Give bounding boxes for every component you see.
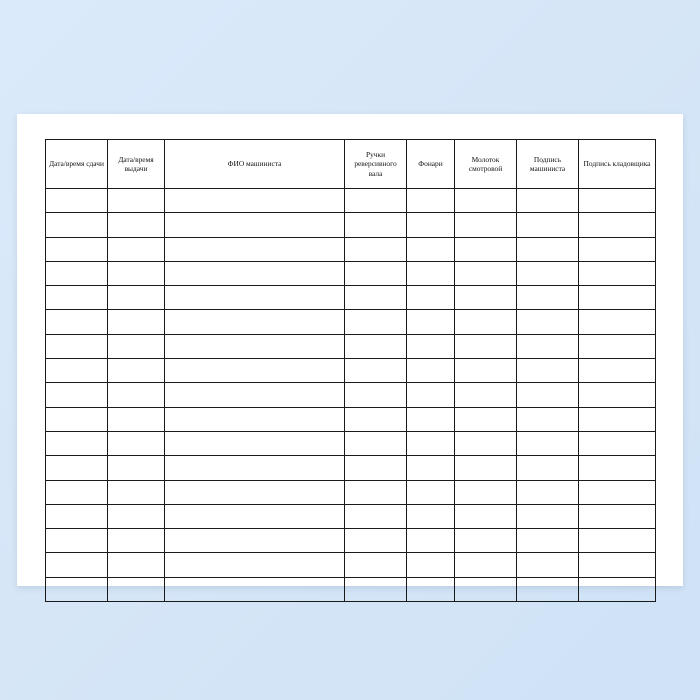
cell-storekeeper-signature[interactable] <box>579 480 656 504</box>
cell-inspection-hammer[interactable] <box>455 577 517 601</box>
column-header-date-issue: Дата/время выдачи <box>108 140 165 189</box>
cell-storekeeper-signature[interactable] <box>579 359 656 383</box>
cell-reverse-handles[interactable] <box>345 407 407 431</box>
cell-date-issue[interactable] <box>108 456 165 480</box>
cell-date-return[interactable] <box>46 577 108 601</box>
cell-inspection-hammer[interactable] <box>455 456 517 480</box>
cell-reverse-handles[interactable] <box>345 529 407 553</box>
cell-date-issue[interactable] <box>108 286 165 310</box>
cell-reverse-handles[interactable] <box>345 553 407 577</box>
cell-inspection-hammer[interactable] <box>455 237 517 261</box>
cell-driver-signature[interactable] <box>517 237 579 261</box>
column-header-storekeeper-signature: Подпись кладовщика <box>579 140 656 189</box>
cell-lanterns[interactable] <box>407 577 455 601</box>
cell-driver-name[interactable] <box>165 577 345 601</box>
cell-date-issue[interactable] <box>108 577 165 601</box>
cell-reverse-handles[interactable] <box>345 334 407 358</box>
cell-inspection-hammer[interactable] <box>455 529 517 553</box>
cell-storekeeper-signature[interactable] <box>579 431 656 455</box>
cell-inspection-hammer[interactable] <box>455 359 517 383</box>
cell-inspection-hammer[interactable] <box>455 261 517 285</box>
table-row[interactable] <box>46 213 656 237</box>
cell-inspection-hammer[interactable] <box>455 310 517 334</box>
cell-reverse-handles[interactable] <box>345 480 407 504</box>
table-row[interactable] <box>46 383 656 407</box>
cell-driver-signature[interactable] <box>517 456 579 480</box>
cell-lanterns[interactable] <box>407 553 455 577</box>
cell-driver-name[interactable] <box>165 189 345 213</box>
cell-driver-name[interactable] <box>165 286 345 310</box>
cell-inspection-hammer[interactable] <box>455 553 517 577</box>
cell-lanterns[interactable] <box>407 189 455 213</box>
cell-driver-signature[interactable] <box>517 359 579 383</box>
cell-driver-signature[interactable] <box>517 261 579 285</box>
cell-driver-signature[interactable] <box>517 383 579 407</box>
cell-driver-name[interactable] <box>165 529 345 553</box>
cell-date-return[interactable] <box>46 529 108 553</box>
cell-storekeeper-signature[interactable] <box>579 577 656 601</box>
cell-storekeeper-signature[interactable] <box>579 189 656 213</box>
cell-driver-signature[interactable] <box>517 407 579 431</box>
log-table <box>45 139 656 602</box>
column-header-driver-name: ФИО машиниста <box>165 140 345 189</box>
document-sheet <box>17 114 683 586</box>
header-row <box>46 140 656 189</box>
cell-driver-signature[interactable] <box>517 189 579 213</box>
cell-date-issue[interactable] <box>108 310 165 334</box>
table-row[interactable] <box>46 286 656 310</box>
cell-driver-signature[interactable] <box>517 553 579 577</box>
cell-date-issue[interactable] <box>108 189 165 213</box>
cell-reverse-handles[interactable] <box>345 261 407 285</box>
cell-date-issue[interactable] <box>108 431 165 455</box>
table-row[interactable] <box>46 237 656 261</box>
cell-date-issue[interactable] <box>108 359 165 383</box>
cell-storekeeper-signature[interactable] <box>579 261 656 285</box>
cell-date-return[interactable] <box>46 383 108 407</box>
cell-driver-signature[interactable] <box>517 213 579 237</box>
cell-lanterns[interactable] <box>407 261 455 285</box>
cell-storekeeper-signature[interactable] <box>579 213 656 237</box>
cell-date-return[interactable] <box>46 431 108 455</box>
table-row[interactable] <box>46 504 656 528</box>
table-row[interactable] <box>46 310 656 334</box>
cell-date-issue[interactable] <box>108 383 165 407</box>
table-row[interactable] <box>46 431 656 455</box>
cell-lanterns[interactable] <box>407 529 455 553</box>
cell-date-return[interactable] <box>46 237 108 261</box>
cell-date-issue[interactable] <box>108 504 165 528</box>
table-body <box>46 189 656 602</box>
cell-date-return[interactable] <box>46 504 108 528</box>
cell-lanterns[interactable] <box>407 286 455 310</box>
cell-storekeeper-signature[interactable] <box>579 504 656 528</box>
cell-date-return[interactable] <box>46 480 108 504</box>
cell-storekeeper-signature[interactable] <box>579 383 656 407</box>
cell-inspection-hammer[interactable] <box>455 407 517 431</box>
table-row[interactable] <box>46 407 656 431</box>
cell-reverse-handles[interactable] <box>345 383 407 407</box>
cell-driver-name[interactable] <box>165 213 345 237</box>
table-row[interactable] <box>46 553 656 577</box>
cell-inspection-hammer[interactable] <box>455 383 517 407</box>
cell-reverse-handles[interactable] <box>345 456 407 480</box>
cell-reverse-handles[interactable] <box>345 504 407 528</box>
cell-date-return[interactable] <box>46 359 108 383</box>
cell-lanterns[interactable] <box>407 310 455 334</box>
cell-lanterns[interactable] <box>407 359 455 383</box>
cell-storekeeper-signature[interactable] <box>579 334 656 358</box>
cell-driver-signature[interactable] <box>517 310 579 334</box>
cell-inspection-hammer[interactable] <box>455 213 517 237</box>
table-container <box>45 139 655 602</box>
cell-storekeeper-signature[interactable] <box>579 286 656 310</box>
cell-date-issue[interactable] <box>108 334 165 358</box>
cell-date-issue[interactable] <box>108 553 165 577</box>
cell-reverse-handles[interactable] <box>345 310 407 334</box>
table-row[interactable] <box>46 261 656 285</box>
cell-lanterns[interactable] <box>407 431 455 455</box>
cell-date-return[interactable] <box>46 456 108 480</box>
table-row[interactable] <box>46 480 656 504</box>
cell-driver-name[interactable] <box>165 407 345 431</box>
cell-date-return[interactable] <box>46 213 108 237</box>
cell-date-return[interactable] <box>46 189 108 213</box>
cell-inspection-hammer[interactable] <box>455 334 517 358</box>
cell-date-return[interactable] <box>46 261 108 285</box>
cell-storekeeper-signature[interactable] <box>579 456 656 480</box>
cell-driver-signature[interactable] <box>517 334 579 358</box>
cell-reverse-handles[interactable] <box>345 213 407 237</box>
cell-driver-name[interactable] <box>165 456 345 480</box>
cell-driver-name[interactable] <box>165 431 345 455</box>
cell-driver-name[interactable] <box>165 310 345 334</box>
cell-driver-name[interactable] <box>165 261 345 285</box>
cell-driver-signature[interactable] <box>517 480 579 504</box>
table-row[interactable] <box>46 577 656 601</box>
table-row[interactable] <box>46 529 656 553</box>
column-header-driver-signature: Подпись машиниста <box>517 140 579 189</box>
cell-driver-name[interactable] <box>165 480 345 504</box>
cell-reverse-handles[interactable] <box>345 431 407 455</box>
cell-date-return[interactable] <box>46 286 108 310</box>
cell-driver-name[interactable] <box>165 504 345 528</box>
cell-date-return[interactable] <box>46 553 108 577</box>
cell-reverse-handles[interactable] <box>345 359 407 383</box>
cell-storekeeper-signature[interactable] <box>579 529 656 553</box>
cell-driver-signature[interactable] <box>517 431 579 455</box>
table-row[interactable] <box>46 456 656 480</box>
cell-storekeeper-signature[interactable] <box>579 237 656 261</box>
cell-lanterns[interactable] <box>407 407 455 431</box>
cell-reverse-handles[interactable] <box>345 286 407 310</box>
column-header-date-return: Дата/время сдачи <box>46 140 108 189</box>
cell-driver-name[interactable] <box>165 359 345 383</box>
table-row[interactable] <box>46 359 656 383</box>
cell-lanterns[interactable] <box>407 213 455 237</box>
column-header-inspection-hammer: Молоток смотровой <box>455 140 517 189</box>
cell-date-return[interactable] <box>46 334 108 358</box>
cell-driver-signature[interactable] <box>517 529 579 553</box>
table-row[interactable] <box>46 334 656 358</box>
cell-storekeeper-signature[interactable] <box>579 407 656 431</box>
cell-date-issue[interactable] <box>108 213 165 237</box>
cell-lanterns[interactable] <box>407 383 455 407</box>
cell-driver-signature[interactable] <box>517 504 579 528</box>
cell-inspection-hammer[interactable] <box>455 431 517 455</box>
cell-date-return[interactable] <box>46 310 108 334</box>
cell-lanterns[interactable] <box>407 456 455 480</box>
column-header-reverse-handles: Ручки реверсивного вала <box>345 140 407 189</box>
cell-date-issue[interactable] <box>108 261 165 285</box>
cell-storekeeper-signature[interactable] <box>579 553 656 577</box>
cell-lanterns[interactable] <box>407 504 455 528</box>
cell-date-return[interactable] <box>46 407 108 431</box>
table-row[interactable] <box>46 189 656 213</box>
cell-reverse-handles[interactable] <box>345 237 407 261</box>
cell-lanterns[interactable] <box>407 334 455 358</box>
cell-date-issue[interactable] <box>108 407 165 431</box>
column-header-lanterns: Фонари <box>407 140 455 189</box>
cell-date-issue[interactable] <box>108 237 165 261</box>
cell-inspection-hammer[interactable] <box>455 504 517 528</box>
table-header <box>46 140 656 189</box>
cell-driver-name[interactable] <box>165 383 345 407</box>
cell-lanterns[interactable] <box>407 237 455 261</box>
cell-reverse-handles[interactable] <box>345 577 407 601</box>
cell-inspection-hammer[interactable] <box>455 189 517 213</box>
cell-driver-name[interactable] <box>165 237 345 261</box>
cell-date-issue[interactable] <box>108 480 165 504</box>
cell-storekeeper-signature[interactable] <box>579 310 656 334</box>
cell-date-issue[interactable] <box>108 529 165 553</box>
cell-driver-name[interactable] <box>165 334 345 358</box>
cell-driver-name[interactable] <box>165 553 345 577</box>
cell-driver-signature[interactable] <box>517 577 579 601</box>
cell-driver-signature[interactable] <box>517 286 579 310</box>
cell-inspection-hammer[interactable] <box>455 286 517 310</box>
cell-lanterns[interactable] <box>407 480 455 504</box>
cell-inspection-hammer[interactable] <box>455 480 517 504</box>
cell-reverse-handles[interactable] <box>345 189 407 213</box>
